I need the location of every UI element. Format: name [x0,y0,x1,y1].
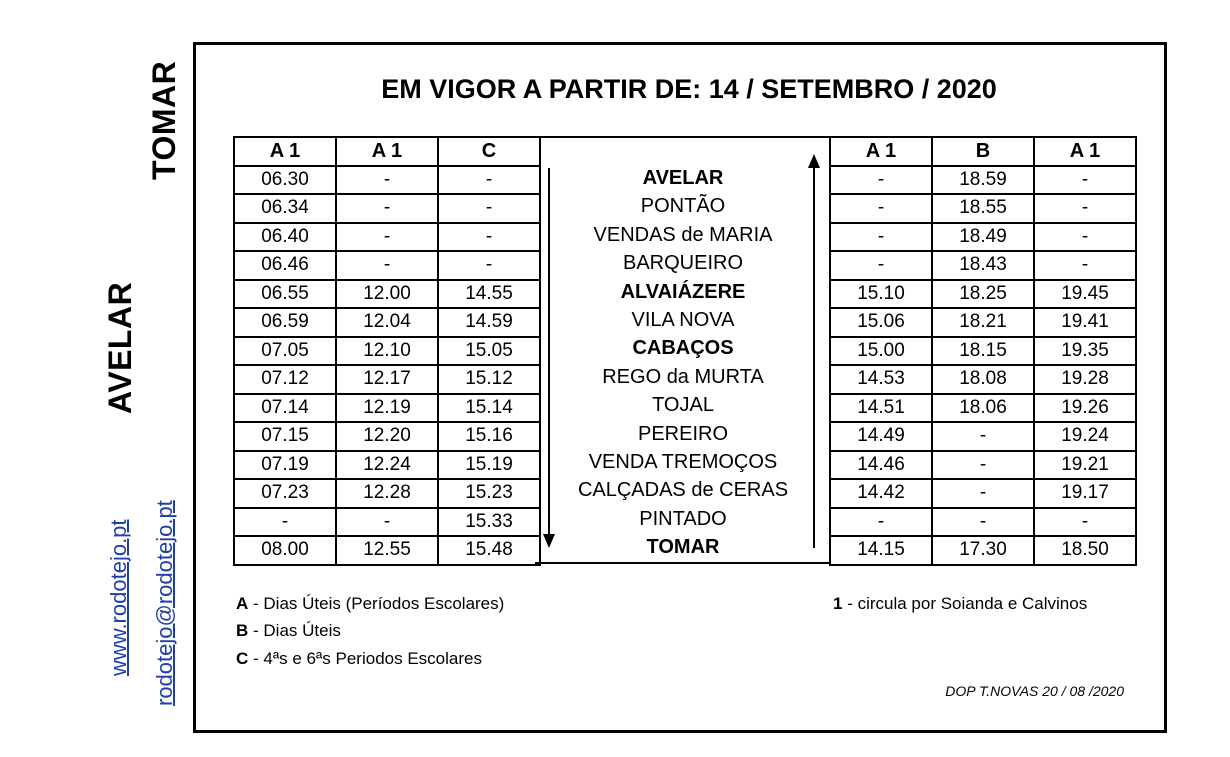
left-row [234,280,540,309]
left-time-cell: - [336,251,438,280]
left-time-cell: 15.12 [438,365,540,394]
left-row [234,394,540,423]
stop-name: VILA NOVA [631,309,735,331]
right-row [830,223,1136,252]
left-header-1: A 1 [336,137,438,166]
left-time-cell: - [336,223,438,252]
left-time-cell: 06.40 [234,223,336,252]
right-row [830,308,1136,337]
left-time-cell: 15.05 [438,337,540,366]
left-time-cell: 12.04 [336,308,438,337]
stop-name: REGO da MURTA [602,365,764,388]
right-time-cell: - [830,508,932,537]
right-time-cell: 18.50 [1034,536,1136,565]
up-arrow-icon [808,154,820,168]
left-time-cell: - [336,166,438,195]
direction-arrows [535,136,831,564]
right-time-cell: - [1034,251,1136,280]
footer-note: DOP T.NOVAS 20 / 08 /2020 [945,683,1124,699]
right-row [830,365,1136,394]
right-row [830,479,1136,508]
right-time-cell: 19.21 [1034,451,1136,480]
left-time-cell: 07.19 [234,451,336,480]
right-row [830,280,1136,309]
right-time-cell: 14.51 [830,394,932,423]
right-time-cell: 18.49 [932,223,1034,252]
right-time-cell: 18.55 [932,194,1034,223]
right-time-cell: 18.15 [932,337,1034,366]
right-time-cell: 18.25 [932,280,1034,309]
legend-c: C - 4ªs e 6ªs Periodos Escolares [236,649,482,668]
right-time-cell: - [1034,508,1136,537]
website-link[interactable]: www.rodotejo.pt [106,519,131,676]
left-time-cell: - [336,508,438,537]
left-time-cell: 15.14 [438,394,540,423]
right-time-cell: - [1034,194,1136,223]
left-time-cell: 06.46 [234,251,336,280]
left-time-cell: 12.17 [336,365,438,394]
left-header-0: A 1 [234,137,336,166]
left-time-cell: 15.33 [438,508,540,537]
left-time-cell: 06.55 [234,280,336,309]
left-row [234,365,540,394]
left-time-cell: 14.59 [438,308,540,337]
right-time-cell: 17.30 [932,536,1034,565]
left-schedule-table [233,136,541,566]
right-time-cell: 18.21 [932,308,1034,337]
down-arrow-icon [543,534,555,548]
right-time-cell: 18.43 [932,251,1034,280]
right-time-cell: 19.28 [1034,365,1136,394]
legend-one: 1 - circula por Soianda e Calvinos [833,594,1088,613]
left-row [234,223,540,252]
right-time-cell: - [830,194,932,223]
left-time-cell: 15.19 [438,451,540,480]
right-time-cell: 14.46 [830,451,932,480]
right-time-cell: 19.26 [1034,394,1136,423]
left-row [234,337,540,366]
right-time-cell: - [932,451,1034,480]
right-row [830,194,1136,223]
right-time-cell: 19.41 [1034,308,1136,337]
right-time-cell: 14.42 [830,479,932,508]
right-time-cell: 19.45 [1034,280,1136,309]
right-time-cell: - [1034,223,1136,252]
right-row [830,508,1136,537]
side-label-tomar: TOMAR [146,60,182,180]
stop-name: AVELAR [642,167,724,189]
right-time-cell: 14.49 [830,422,932,451]
right-time-cell: 18.59 [932,166,1034,195]
right-time-cell: 15.00 [830,337,932,366]
left-time-cell: - [438,223,540,252]
right-time-cell: 19.35 [1034,337,1136,366]
left-time-cell: 12.24 [336,451,438,480]
left-time-cell: 15.16 [438,422,540,451]
right-time-cell: - [1034,166,1136,195]
right-time-cell: 15.10 [830,280,932,309]
right-time-cell: - [830,251,932,280]
right-time-cell: 19.17 [1034,479,1136,508]
right-time-cell: 14.15 [830,536,932,565]
left-row [234,194,540,223]
right-time-cell: 15.06 [830,308,932,337]
stop-name: BARQUEIRO [622,252,744,275]
left-row [234,508,540,537]
right-time-cell: 18.06 [932,394,1034,423]
left-time-cell: 15.48 [438,536,540,565]
right-time-cell: - [932,508,1034,537]
stop-name: VENDAS de MARIA [593,223,773,246]
right-row [830,166,1136,195]
left-time-cell: 14.55 [438,280,540,309]
right-row [830,394,1136,423]
timetable-frame [193,42,1167,733]
left-time-cell: 06.34 [234,194,336,223]
right-row [830,451,1136,480]
right-time-cell: 14.53 [830,365,932,394]
stop-name: PINTADO [639,507,727,530]
right-row [830,251,1136,280]
left-time-cell: 07.15 [234,422,336,451]
left-row [234,451,540,480]
left-time-cell: 07.12 [234,365,336,394]
left-time-cell: 06.30 [234,166,336,195]
left-time-cell: 12.19 [336,394,438,423]
left-row [234,422,540,451]
right-time-cell: - [830,166,932,195]
left-row [234,308,540,337]
stop-name: TOJAL [652,394,714,417]
right-time-cell: - [932,422,1034,451]
stop-name: PONTÃO [640,195,726,218]
right-row [830,422,1136,451]
left-row [234,251,540,280]
left-time-cell: - [336,194,438,223]
page-title: EM VIGOR A PARTIR DE: 14 / SETEMBRO / 2020 [381,74,997,104]
stop-name: PEREIRO [637,422,729,445]
left-time-cell: 15.23 [438,479,540,508]
right-time-cell: - [830,223,932,252]
right-schedule-table [829,136,1137,566]
left-time-cell: - [438,166,540,195]
right-row [830,337,1136,366]
right-header-1: B [932,137,1034,166]
left-time-cell: 06.59 [234,308,336,337]
legend-a: A - Dias Úteis (Períodos Escolares) [236,594,505,613]
right-time-cell: - [932,479,1034,508]
email-link[interactable]: rodotejo@rodotejo.pt [152,500,177,706]
side-label-avelar: AVELAR [102,281,138,414]
stop-name: TOMAR [646,536,720,559]
left-time-cell: 08.00 [234,536,336,565]
stop-name: ALVAIÁZERE [620,280,746,303]
right-header-2: A 1 [1034,137,1136,166]
left-time-cell: 12.00 [336,280,438,309]
right-row [830,536,1136,565]
left-time-cell: - [234,508,336,537]
left-row [234,536,540,565]
stop-name: CABAÇOS [632,337,734,360]
left-time-cell: 12.20 [336,422,438,451]
left-time-cell: 12.10 [336,337,438,366]
left-row [234,479,540,508]
right-time-cell: 18.08 [932,365,1034,394]
legend-b: B - Dias Úteis [236,621,341,640]
stop-name: VENDA TREMOÇOS [588,451,778,473]
left-time-cell: 07.05 [234,337,336,366]
left-time-cell: 07.23 [234,479,336,508]
left-time-cell: - [438,194,540,223]
right-time-cell: 19.24 [1034,422,1136,451]
left-time-cell: 07.14 [234,394,336,423]
left-time-cell: 12.28 [336,479,438,508]
left-header-2: C [438,137,540,166]
stop-name: CALÇADAS de CERAS [577,479,789,502]
right-header-0: A 1 [830,137,932,166]
left-row [234,166,540,195]
left-time-cell: 12.55 [336,536,438,565]
left-time-cell: - [438,251,540,280]
